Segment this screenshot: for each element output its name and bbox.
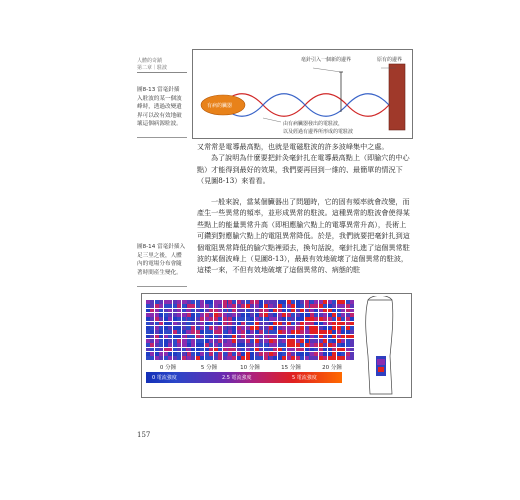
field-grid	[228, 300, 272, 360]
time-label: 10 分鐘	[240, 365, 260, 371]
needle-label: 毫針引入一個新的邊界	[301, 57, 352, 63]
body-paragraph-2: 為了說明為什麼要把針灸毫針扎在電導最高點上（即腧穴的中心點）才能得到最好的效果，我們要再回到一維的、最簡單的情況下（見圖8-13）來看看。	[197, 153, 410, 186]
field-grid	[269, 300, 313, 360]
organ-label: 有病的臟器	[207, 103, 233, 109]
scale-label-low: 0 電流強度	[152, 375, 177, 381]
scale-label-high: 5 電流強度	[292, 375, 317, 381]
scale-label-mid: 2.5 電流強度	[222, 375, 252, 381]
running-header-series: 人體的奇蹟	[137, 58, 163, 64]
figure-8-14	[141, 293, 412, 398]
field-grid	[310, 300, 354, 360]
figure-8-13-caption: 圖8-13 當毫針插入駐波的某一個波峰時，透過改變遺界可以改有效地破壞這個病源駐波。	[137, 87, 182, 128]
arm-leg-illustration	[350, 296, 410, 396]
wave-label-line1: 由有病臟器發出的電駐波，	[283, 121, 344, 127]
boundary-label: 原有的邊界	[377, 57, 403, 63]
time-label: 5 分鐘	[200, 365, 218, 371]
figure-8-14-caption: 圖8-14 當毫針插入足三里之後，人體內的電場分布會隨著時間產生變化。	[137, 244, 186, 276]
caption-divider	[137, 286, 187, 287]
running-header-chapter: 第二章｜駐波	[137, 65, 168, 71]
body-paragraph-3: 一般來說，當某個臟器出了問題時，它的固有頻率就會改變，而產生一些異常的頻率，並形成異常的駐波。這種異常的駐波會使得某些點上的能量異常升高（即相應腧穴點上的電導異常升高），長術上可鑽到對應腧穴點上的電阻異常降低。於是，我們就要把毫針扎到這個電阻異常降低的腧穴點裡頭去，換句話說，毫針扎進了這個異常駐波的某個波峰上（見圖8-13），最最有效地破壞了這個異常的駐波，這樣一來，不但有效地破壞了這個異常的、病態的駐	[197, 197, 410, 275]
page-number: 157	[137, 431, 151, 439]
field-grid	[187, 300, 231, 360]
boundary-wall	[389, 64, 405, 130]
time-label: 15 分鐘	[281, 365, 301, 371]
header-divider	[137, 72, 187, 73]
figure-8-13	[192, 49, 413, 139]
time-label: 20 分鐘	[322, 365, 342, 371]
body-paragraph-1: 又常常是電導最高點，也就是電磁駐波的許多波峰集中之處。 為了說明為什麼要把針灸毫針扎在電導最高點上（即腧穴的中心點）才能得到最好的效果，我們要再回到一維的、最簡單的情況下（見圖8-13）來看看。	[197, 141, 413, 187]
time-label: 0 分鐘	[159, 365, 177, 371]
wave-blue	[221, 94, 389, 117]
wave-label-line2: 以及經過有邊界所形成的電駐波	[283, 129, 354, 135]
field-grid	[146, 300, 190, 360]
caption-divider	[137, 137, 187, 138]
